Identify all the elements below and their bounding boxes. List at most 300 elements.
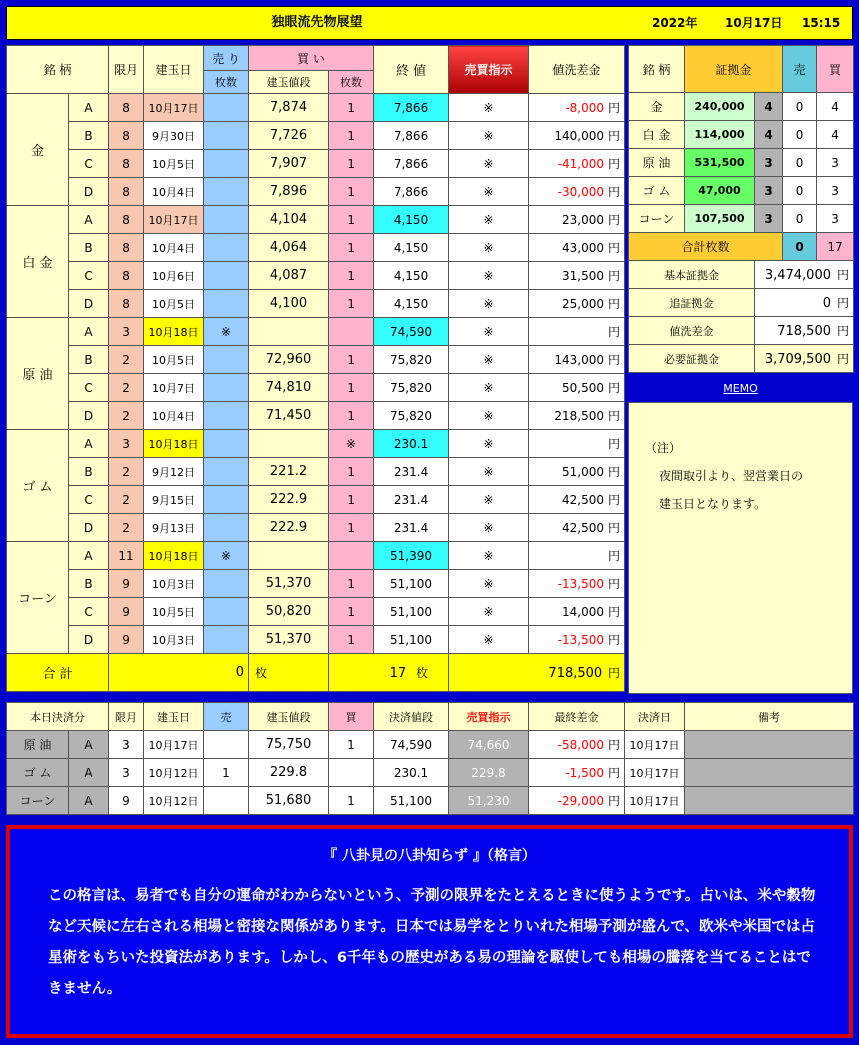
nearai-cell [529,178,625,206]
nearai-unit: 円 [608,633,621,647]
col-tatedate: 建玉日 [144,46,204,94]
sell-cell [204,150,249,178]
summary-value: 0 [822,296,831,311]
row-key: D [69,402,109,430]
settle-diff: -1,500 [565,766,604,780]
header-date: 10月17日 [725,16,783,30]
nearai-unit: 円 [608,521,621,535]
total-diff-unit: 円 [608,666,621,680]
memo-link[interactable]: MEMO [723,382,758,395]
gengetsu-cell: 8 [109,206,144,234]
nearai-cell [529,374,625,402]
row-key: A [69,430,109,458]
sell-cell [204,94,249,122]
row-key: D [69,290,109,318]
baibai-shiji-button[interactable]: 売買指示 [449,46,529,94]
nearai-value: 31,500 [562,269,605,283]
gengetsu-cell: 2 [109,346,144,374]
settle-key: A [69,787,109,815]
total-buy-unit: 枚 [416,666,429,680]
instruction-cell: ※ [449,626,529,654]
gengetsu-cell: 8 [109,262,144,290]
settle-tatedate: 10月17日 [144,731,204,759]
tatedate-cell: 9月13日 [144,514,204,542]
settle-tateprice: 75,750 [249,731,329,759]
summary-label: 値洗差金 [629,317,755,345]
table-row [7,374,625,402]
instruction-cell: ※ [449,570,529,598]
settle-unit: 円 [607,738,620,752]
tateprice-cell: 221.2 [249,458,329,486]
settle-buy: 1 [329,787,374,815]
settle-row [7,759,854,787]
owarine-cell: 231.4 [374,514,449,542]
buy-cell: 1 [329,514,374,542]
tatedate-cell: 10月4日 [144,402,204,430]
settle-note [685,759,854,787]
settle-name: コーン [7,787,69,815]
tateprice-cell: 71,450 [249,402,329,430]
settle-col-6: 買 [329,703,374,731]
buy-cell: 1 [329,374,374,402]
nearai-unit: 円 [608,101,621,115]
col-uri-maisu: 枚数 [204,71,249,94]
tateprice-cell: 4,087 [249,262,329,290]
margin-count: 3 [755,149,783,177]
nearai-cell [529,122,625,150]
settle-date: 10月17日 [625,787,685,815]
instruction-cell: ※ [449,346,529,374]
memo-note: （注） [645,441,682,455]
tatedate-cell: 10月3日 [144,570,204,598]
table-row [7,598,625,626]
margin-count: 3 [755,177,783,205]
commodity-name: 白 金 [7,206,69,318]
tatedate-cell: 10月18日 [144,542,204,570]
proverb-body: この格言は、易者でも自分の運命がわからないという、予測の限界をたとえるときに使うようです。占いは、米や穀物など天候に左右される相場と密接な関係があります。日本では易学をとりいれた相場予測が盛んで、欧米や米国では占星術をもちいた投資法があります。しかし、6千年もの歴史がある易の理論を駆使しても相場の騰落を当てることはできません。 [48,888,816,997]
nearai-unit: 円 [608,325,621,339]
instruction-cell: ※ [449,262,529,290]
tatedate-cell: 10月7日 [144,374,204,402]
tatedate-cell: 10月5日 [144,598,204,626]
total-sell-unit: 枚 [255,666,268,680]
nearai-cell [529,486,625,514]
instruction-cell: ※ [449,318,529,346]
col-kai: 買 い [249,46,374,71]
nearai-unit: 円 [608,381,621,395]
margin-name: 白 金 [629,121,685,149]
nearai-cell [529,514,625,542]
margin-col-meigara: 銘 柄 [629,46,685,93]
settle-buy: 1 [329,731,374,759]
nearai-value: 43,000 [562,241,605,255]
nearai-value: 51,000 [562,465,605,479]
table-row [7,626,625,654]
summary-unit: 円 [837,268,850,282]
tateprice-cell: 4,104 [249,206,329,234]
margin-col-uri: 売 [783,46,817,93]
nearai-cell [529,94,625,122]
total-sell-unit-cell [249,654,329,692]
row-key: B [69,234,109,262]
total-sell: 0 [235,665,245,680]
buy-cell: 1 [329,206,374,234]
settle-date: 10月17日 [625,731,685,759]
margin-total-row [629,233,854,261]
tatedate-cell: 10月18日 [144,318,204,346]
tatedate-cell: 10月4日 [144,234,204,262]
nearai-unit: 円 [608,157,621,171]
total-buy-cell [329,654,449,692]
gengetsu-cell: 2 [109,402,144,430]
settle-price: 230.1 [374,759,449,787]
buy-cell: 1 [329,262,374,290]
settle-date: 10月17日 [625,759,685,787]
settle-col-4: 売 [204,703,249,731]
gengetsu-cell: 2 [109,458,144,486]
sell-cell [204,626,249,654]
settle-col-9: 最終差金 [529,703,625,731]
tateprice-cell: 7,896 [249,178,329,206]
table-row [7,178,625,206]
tateprice-cell: 51,370 [249,626,329,654]
nearai-cell [529,542,625,570]
col-meigara: 銘 柄 [7,46,109,94]
settle-col-7: 決済値段 [374,703,449,731]
tatedate-cell: 10月18日 [144,430,204,458]
owarine-cell: 51,100 [374,626,449,654]
instruction-cell: ※ [449,178,529,206]
row-key: C [69,486,109,514]
nearai-unit: 円 [608,297,621,311]
sell-cell [204,402,249,430]
buy-cell: 1 [329,178,374,206]
settle-key: A [69,759,109,787]
row-key: A [69,318,109,346]
instruction-cell: ※ [449,542,529,570]
nearai-cell [529,262,625,290]
margin-row [629,93,854,121]
settle-sell [204,787,249,815]
summary-label: 基本証拠金 [629,261,755,289]
instruction-cell: ※ [449,374,529,402]
instruction-cell: ※ [449,94,529,122]
sell-cell [204,206,249,234]
sell-cell [204,598,249,626]
buy-cell: 1 [329,458,374,486]
nearai-cell [529,430,625,458]
positions-table [6,45,625,692]
settle-col-5: 建玉値段 [249,703,329,731]
margin-count: 3 [755,205,783,233]
page-title: 独眼流先物展望 [271,15,363,30]
col-uri: 売 り [204,46,249,71]
row-key: C [69,262,109,290]
table-row [7,122,625,150]
table-row [7,318,625,346]
total-buy: 17 [389,666,407,681]
row-key: C [69,598,109,626]
buy-cell: 1 [329,290,374,318]
instruction-cell: ※ [449,206,529,234]
sell-cell [204,374,249,402]
summary-row [629,345,854,373]
settle-tatedate: 10月12日 [144,787,204,815]
summary-value-cell [755,345,854,373]
tateprice-cell: 72,960 [249,346,329,374]
table-row [7,94,625,122]
margin-sell: 0 [783,121,817,149]
buy-cell: ※ [329,430,374,458]
header-bar [6,6,853,40]
instruction-cell: ※ [449,402,529,430]
owarine-cell: 75,820 [374,374,449,402]
col-owarine: 終 値 [374,46,449,94]
settle-note [685,731,854,759]
margin-buy: 3 [817,205,854,233]
nearai-value: 23,000 [562,213,605,227]
nearai-unit: 円 [608,241,621,255]
margin-total-label: 合計枚数 [629,233,783,261]
total-label: 合 計 [7,654,109,692]
tateprice-cell: 222.9 [249,514,329,542]
nearai-unit: 円 [608,437,621,451]
sell-cell [204,486,249,514]
nearai-value: 42,500 [562,521,605,535]
summary-unit: 円 [837,324,850,338]
settle-diff-cell [529,759,625,787]
instruction-cell: ※ [449,122,529,150]
settle-sell [204,731,249,759]
margin-name: 原 油 [629,149,685,177]
header-year: 2022年 [652,16,698,30]
summary-value-cell [755,317,854,345]
table-row [7,458,625,486]
owarine-cell: 4,150 [374,262,449,290]
row-key: B [69,570,109,598]
settle-col-2: 限月 [109,703,144,731]
settle-col-11: 備考 [685,703,854,731]
settle-col-3: 建玉日 [144,703,204,731]
nearai-value: -13,500 [557,577,605,591]
owarine-cell: 7,866 [374,150,449,178]
nearai-unit: 円 [608,353,621,367]
nearai-unit: 円 [608,185,621,199]
settle-price: 51,100 [374,787,449,815]
nearai-value: 50,500 [562,381,605,395]
buy-cell: 1 [329,402,374,430]
gengetsu-cell: 2 [109,374,144,402]
margin-count: 4 [755,93,783,121]
total-sell-cell [109,654,249,692]
gengetsu-cell: 8 [109,178,144,206]
summary-row [629,317,854,345]
tatedate-cell: 10月5日 [144,290,204,318]
owarine-cell: 7,866 [374,122,449,150]
margin-row [629,177,854,205]
gengetsu-cell: 8 [109,122,144,150]
table-row [7,430,625,458]
summary-value: 3,474,000 [764,268,831,283]
nearai-unit: 円 [608,213,621,227]
owarine-cell: 74,590 [374,318,449,346]
margin-table [628,45,854,373]
settle-gengetsu: 9 [109,787,144,815]
proverb-title: 『 八卦見の八卦知らず 』（格言） [323,848,536,864]
summary-row [629,289,854,317]
settle-price: 74,590 [374,731,449,759]
summary-label: 必要証拠金 [629,345,755,373]
buy-cell: 1 [329,486,374,514]
margin-sell: 0 [783,149,817,177]
buy-cell: 1 [329,150,374,178]
nearai-value: 14,000 [562,605,605,619]
col-tateprice: 建玉値段 [249,71,329,94]
settle-row [7,731,854,759]
header-time: 15:15 [802,16,841,30]
nearai-value: 25,000 [562,297,605,311]
buy-cell [329,318,374,346]
tateprice-cell: 50,820 [249,598,329,626]
summary-unit: 円 [837,352,850,366]
owarine-cell: 75,820 [374,346,449,374]
margin-row [629,205,854,233]
gengetsu-cell: 8 [109,150,144,178]
buy-cell: 1 [329,626,374,654]
nearai-unit: 円 [608,409,621,423]
instruction-cell: ※ [449,150,529,178]
settle-diff-cell [529,787,625,815]
margin-name: コーン [629,205,685,233]
sell-cell [204,262,249,290]
buy-cell: 1 [329,570,374,598]
sell-cell: ※ [204,542,249,570]
settle-row [7,787,854,815]
table-row [7,486,625,514]
nearai-value: 140,000 [554,129,605,143]
settle-key: A [69,731,109,759]
row-key: A [69,206,109,234]
margin-name: ゴ ム [629,177,685,205]
margin-sell: 0 [783,205,817,233]
sell-cell [204,290,249,318]
margin-total-buy: 17 [817,233,854,261]
commodity-name: 金 [7,94,69,206]
margin-count: 4 [755,121,783,149]
summary-value: 718,500 [777,324,831,339]
settle-instruction: 229.8 [449,759,529,787]
margin-sell: 0 [783,93,817,121]
nearai-value: -30,000 [557,185,605,199]
nearai-cell [529,318,625,346]
tateprice-cell [249,430,329,458]
col-gengetsu: 限月 [109,46,144,94]
summary-value-cell [755,261,854,289]
settle-instruction: 74,660 [449,731,529,759]
buy-cell: 1 [329,234,374,262]
settle-col-1: 本日決済分 [7,703,109,731]
nearai-cell [529,150,625,178]
row-key: D [69,514,109,542]
commodity-name: ゴ ム [7,430,69,542]
margin-sell: 0 [783,177,817,205]
memo-line2: 建玉日となります。 [659,497,767,511]
sell-cell [204,514,249,542]
tatedate-cell: 10月5日 [144,150,204,178]
settle-diff: -58,000 [557,738,604,752]
buy-cell: 1 [329,346,374,374]
owarine-cell: 51,390 [374,542,449,570]
memo-box [628,402,853,694]
settle-name: 原 油 [7,731,69,759]
sell-cell [204,122,249,150]
tateprice-cell: 4,100 [249,290,329,318]
nearai-unit: 円 [608,269,621,283]
gengetsu-cell: 9 [109,598,144,626]
table-row [7,542,625,570]
row-key: D [69,626,109,654]
tateprice-cell: 222.9 [249,486,329,514]
summary-value-cell [755,289,854,317]
commodity-name: 原 油 [7,318,69,430]
total-diff: 718,500 [548,666,603,681]
instruction-cell: ※ [449,290,529,318]
tateprice-cell [249,542,329,570]
gengetsu-cell: 9 [109,570,144,598]
margin-col-shokokin: 証拠金 [685,46,783,93]
tatedate-cell: 10月17日 [144,206,204,234]
table-row [7,234,625,262]
table-row [7,290,625,318]
settle-col-8: 売買指示 [449,703,529,731]
nearai-value: 218,500 [554,409,605,423]
margin-amount: 531,500 [685,149,755,177]
row-key: D [69,178,109,206]
owarine-cell: 51,100 [374,598,449,626]
table-row [7,346,625,374]
owarine-cell: 231.4 [374,458,449,486]
instruction-cell: ※ [449,598,529,626]
buy-cell [329,542,374,570]
margin-amount: 107,500 [685,205,755,233]
settle-tateprice: 229.8 [249,759,329,787]
margin-buy: 4 [817,93,854,121]
sell-cell: ※ [204,318,249,346]
nearai-cell [529,290,625,318]
margin-buy: 3 [817,177,854,205]
gengetsu-cell: 2 [109,486,144,514]
tatedate-cell: 10月4日 [144,178,204,206]
tatedate-cell: 9月12日 [144,458,204,486]
nearai-value: -41,000 [557,157,605,171]
settlement-table [6,702,854,815]
buy-cell: 1 [329,598,374,626]
sell-cell [204,570,249,598]
gengetsu-cell: 3 [109,430,144,458]
settle-name: ゴ ム [7,759,69,787]
owarine-cell: 51,100 [374,570,449,598]
tateprice-cell [249,318,329,346]
instruction-cell: ※ [449,458,529,486]
instruction-cell: ※ [449,486,529,514]
margin-buy: 4 [817,121,854,149]
margin-amount: 114,000 [685,121,755,149]
memo-line1: 夜間取引より、翌営業日の [659,469,804,483]
row-key: B [69,458,109,486]
tatedate-cell: 9月30日 [144,122,204,150]
gengetsu-cell: 8 [109,234,144,262]
settle-unit: 円 [607,794,620,808]
